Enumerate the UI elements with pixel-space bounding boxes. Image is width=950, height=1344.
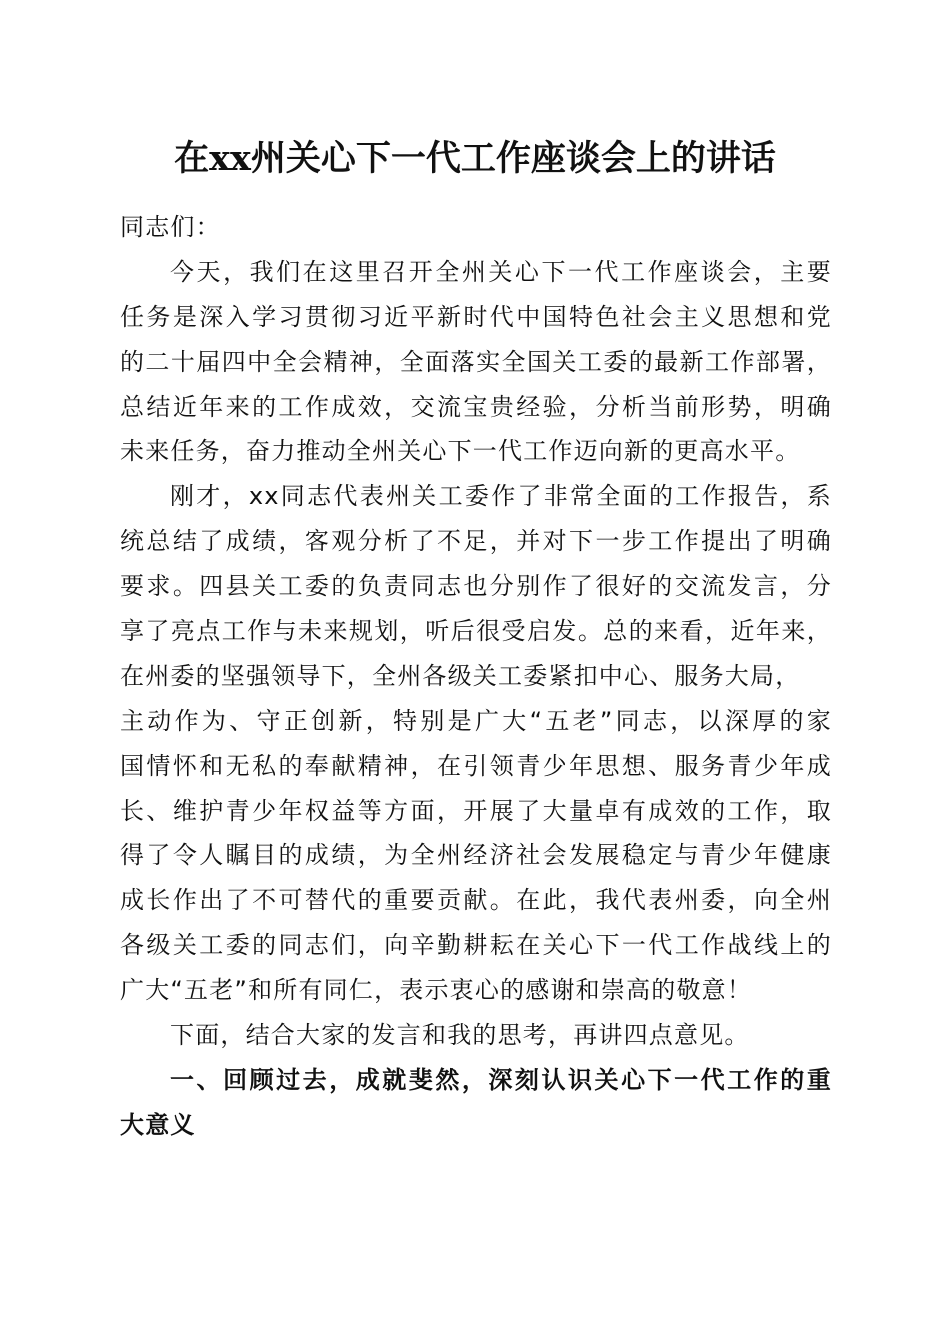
paragraph-2-line-12: 广大“五老”和所有同仁，表示衷心的感谢和崇高的敬意！	[120, 976, 753, 1005]
paragraph-2-line-9: 得了令人瞩目的成绩，为全州经济社会发展稳定与青少年健康	[120, 841, 832, 870]
paragraph-2-line-2: 统总结了成绩，客观分析了不足，并对下一步工作提出了明确	[120, 527, 832, 556]
paragraph-3: 下面，结合大家的发言和我的思考，再讲四点意见。	[170, 1021, 750, 1050]
paragraph-2-line-6: 主动作为、守正创新，特别是广大“五老”同志，以深厚的家	[120, 706, 832, 735]
paragraph-2-line-8: 长、维护青少年权益等方面，开展了大量卓有成效的工作，取	[120, 796, 832, 825]
paragraph-2-line-10: 成长作出了不可替代的重要贡献。在此，我代表州委，向全州	[120, 886, 832, 915]
document-body	[120, 205, 832, 1148]
paragraph-1-line-5: 未来任务，奋力推动全州关心下一代工作迈向新的更高水平。	[120, 437, 801, 466]
paragraph-2-line-7: 国情怀和无私的奉献精神，在引领青少年思想、服务青少年成	[120, 751, 832, 780]
paragraph-2-line-4: 享了亮点工作与未来规划，听后很受启发。总的来看，近年来，	[120, 617, 832, 646]
paragraph-2-line-11: 各级关工委的同志们，向辛勤耕耘在关心下一代工作战线上的	[120, 931, 832, 960]
paragraph-2-line-3: 要求。四县关工委的负责同志也分别作了很好的交流发言，分	[120, 572, 832, 601]
section-heading-1-line-1: 一、回顾过去，成就斐然，深刻认识关心下一代工作的重	[170, 1065, 832, 1094]
salutation: 同志们：	[120, 213, 221, 241]
paragraph-2-line-5: 在州委的坚强领导下，全州各级关工委紧扣中心、服务大局，	[120, 661, 801, 690]
paragraph-1-line-1: 今天，我们在这里召开全州关心下一代工作座谈会，主要	[170, 257, 832, 286]
paragraph-1-line-4: 总结近年来的工作成效，交流宝贵经验，分析当前形势，明确	[120, 392, 832, 421]
paragraph-1-line-3: 的二十届四中全会精神，全面落实全国关工委的最新工作部署，	[120, 347, 832, 376]
document-title: 在xx州关心下一代工作座谈会上的讲话	[174, 138, 776, 179]
section-heading-1-line-2: 大意义	[120, 1110, 196, 1139]
paragraph-1-line-2: 任务是深入学习贯彻习近平新时代中国特色社会主义思想和党	[120, 302, 832, 331]
paragraph-2-line-1: 刚才，xx同志代表州关工委作了非常全面的工作报告，系	[170, 482, 832, 511]
